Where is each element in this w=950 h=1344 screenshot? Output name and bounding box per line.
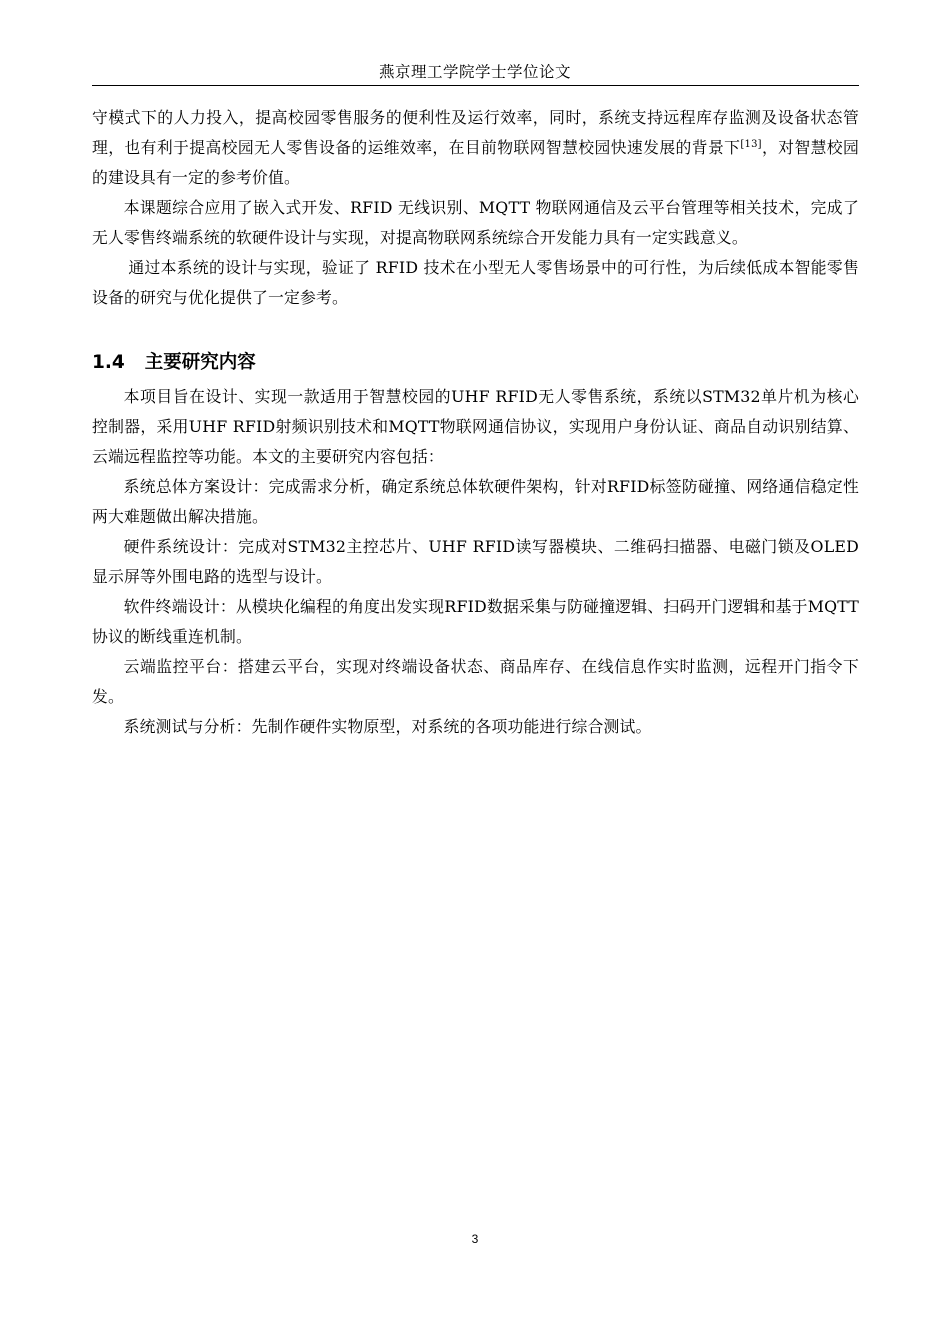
paragraph-continuation: [92, 103, 859, 193]
paragraph-text: 守模式下的人力投入，提高校园零售服务的便利性及运行效率，同时，系统支持远程库存监测及设备状态管理，也有利于提高校园无人零售设备的运维效率，在目前物联网智慧校园快速发展的背景下: [92, 108, 859, 157]
page-body: [92, 103, 859, 742]
paragraph: 通过本系统的设计与实现，验证了 RFID 技术在小型无人零售场景中的可行性，为后续低成本智能零售设备的研究与优化提供了一定参考。: [92, 258, 859, 307]
header-divider: [92, 85, 859, 86]
paragraph: 本项目旨在设计、实现一款适用于智慧校园的UHF RFID无人零售系统，系统以STM32单片机为核心控制器，采用UHF RFID射频识别技术和MQTT物联网通信协议，实现用户身份认证、商品自动识别结算、云端远程监控等功能。本文的主要研究内容包括：: [92, 387, 859, 466]
paragraph: 本课题综合应用了嵌入式开发、RFID 无线识别、MQTT 物联网通信及云平台管理等相关技术，完成了无人零售终端系统的软硬件设计与实现，对提高物联网系统综合开发能力具有一定实践意义。: [92, 198, 859, 247]
research-item: 云端监控平台：搭建云平台，实现对终端设备状态、商品库存、在线信息作实时监测，远程开门指令下发。: [92, 657, 859, 706]
section-title: 主要研究内容: [144, 352, 256, 373]
research-item: 系统测试与分析：先制作硬件实物原型，对系统的各项功能进行综合测试。: [123, 717, 652, 736]
page-number: 3: [471, 1232, 479, 1246]
research-item: 硬件系统设计：完成对STM32主控芯片、UHF RFID读写器模块、二维码扫描器、电磁门锁及OLED显示屏等外围电路的选型与设计。: [92, 537, 859, 586]
section-heading: [92, 350, 859, 376]
paragraph-text: ，对智慧校园的建设具有一定的参考价值。: [92, 138, 859, 187]
citation-marker[interactable]: [13]: [740, 139, 762, 150]
running-header-title: 燕京理工学院学士学位论文: [378, 63, 571, 81]
research-item: 软件终端设计：从模块化编程的角度出发实现RFID数据采集与防碰撞逻辑、扫码开门逻辑和基于MQTT协议的断线重连机制。: [92, 597, 859, 646]
research-item: 系统总体方案设计：完成需求分析，确定系统总体软硬件架构，针对RFID标签防碰撞、网络通信稳定性两大难题做出解决措施。: [92, 477, 859, 526]
section-number: 1.4: [92, 352, 125, 373]
